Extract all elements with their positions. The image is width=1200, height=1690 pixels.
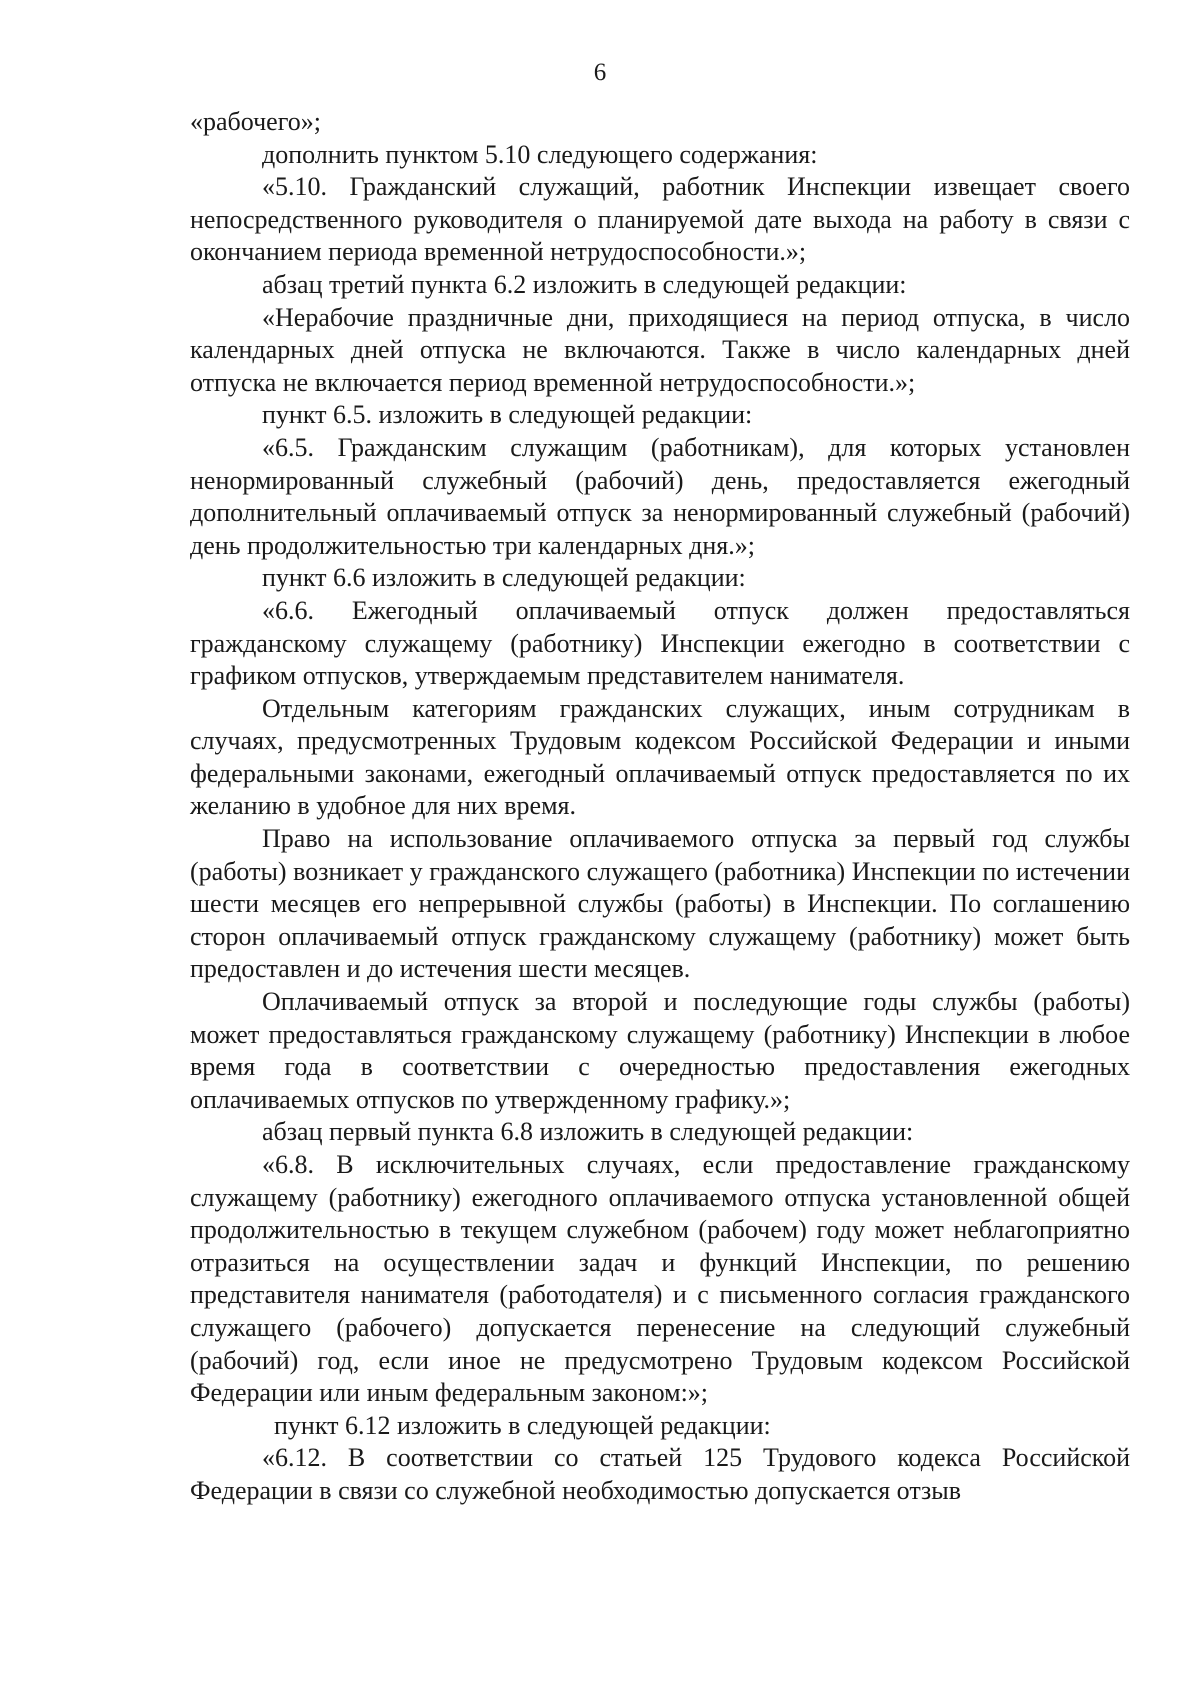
paragraph-amendment-5-10-intro: дополнить пунктом 5.10 следующего содержания: <box>262 139 818 169</box>
paragraph-clause-6-6-part-4: Оплачиваемый отпуск за второй и последующие годы службы (работы) может предоставляться гражданскому служащему (работнику) Инспекции в любое время года в соответствии с очередностью предоставления ежегодных оплачиваемых отпусков по утвержденному графику.»; <box>190 987 1130 1114</box>
paragraph-clause-6-8: «6.8. В исключительных случаях, если предоставление гражданскому служащему (работнику) ежегодного оплачиваемого отпуска установленной общей продолжительностью в текущем служебном (рабочем) году может неблагоприятно отразиться на осуществлении задач и функций Инспекции, по решению представителя нанимателя (работодателя) и с письменного согласия гражданского служащего (рабочего) допускается перенесение на следующий служебный (рабочий) год, если иное не предусмотрено Трудовым кодексом Российской Федерации или иным федеральным законом:»; <box>190 1150 1130 1408</box>
paragraph-clause-5-10: «5.10. Гражданский служащий, работник Инспекции извещает своего непосредственного руководителя о планируемой дате выхода на работу в связи с окончанием периода временной нетрудоспособности.»; <box>190 172 1130 267</box>
paragraph-clause-6-6-part-1: «6.6. Ежегодный оплачиваемый отпуск должен предоставляться гражданскому служащему (работнику) Инспекции ежегодно в соответствии с графиком отпусков, утверждаемым представителем нанимателя. <box>190 595 1130 691</box>
paragraph-amendment-6-6-intro: пункт 6.6 изложить в следующей редакции: <box>262 563 746 593</box>
paragraph-amendment-6-2-intro: абзац третий пункта 6.2 изложить в следующей редакции: <box>262 269 907 299</box>
paragraph-clause-6-5: «6.5. Гражданским служащим (работникам), для которых установлен ненормированный служебный (рабочий) день, предоставляется ежегодный дополнительный оплачиваемый отпуск за ненормированный служебный (рабочий) день продолжительностью три календарных дня.»; <box>190 432 1130 560</box>
paragraph-amendment-6-5-intro: пункт 6.5. изложить в следующей редакции: <box>262 400 753 430</box>
paragraph-clause-6-6-part-2: Отдельным категориям гражданских служащих, иным сотрудникам в случаях, предусмотренных Трудовым кодексом Российской Федерации и иными федеральными законами, ежегодный оплачиваемый отпуск предоставляется по их желанию в удобное для них время. <box>190 693 1130 821</box>
paragraph-clause-6-12: «6.12. В соответствии со статьей 125 Трудового кодекса Российской Федерации в связи со служебной необходимостью допускается отзыв <box>190 1443 1130 1505</box>
page-number: 6 <box>593 59 607 86</box>
paragraph-continuation: «рабочего»; <box>190 107 321 136</box>
paragraph-amendment-6-8-intro: абзац первый пункта 6.8 изложить в следующей редакции: <box>262 1117 914 1147</box>
document-body <box>190 106 1130 1508</box>
paragraph-clause-6-2: «Нерабочие праздничные дни, приходящиеся на период отпуска, в число календарных дней отпуска не включаются. Также в число календарных дней отпуска не включается период временной нетрудоспособности.»; <box>190 302 1130 397</box>
paragraph-clause-6-6-part-3: Право на использование оплачиваемого отпуска за первый год службы (работы) возникает у гражданского служащего (работника) Инспекции по истечении шести месяцев его непрерывной службы (работы) в Инспекции. По соглашению сторон оплачиваемый отпуск гражданскому служащему (работнику) может быть предоставлен и до истечения шести месяцев. <box>190 824 1130 984</box>
paragraph-amendment-6-12-intro: пункт 6.12 изложить в следующей редакции: <box>274 1410 771 1440</box>
